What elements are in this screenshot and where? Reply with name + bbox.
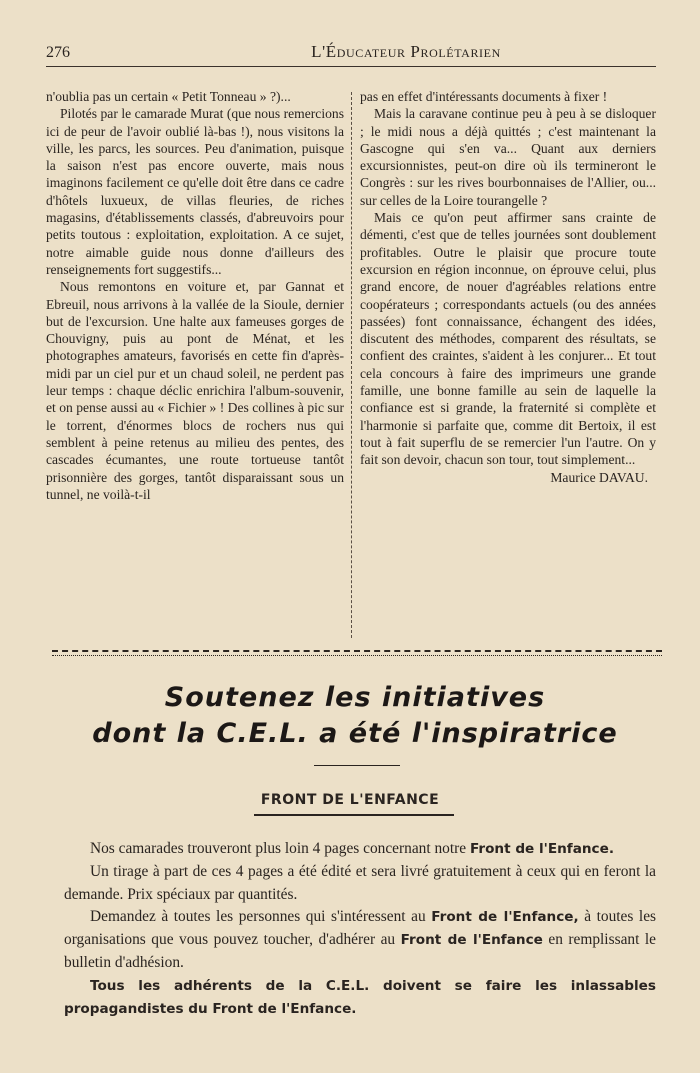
announcement-text: Nos camarades trouveront plus loin 4 pages concernant notre: [90, 840, 470, 857]
article-right-column: [360, 88, 656, 486]
column-divider: [351, 92, 352, 638]
article-paragraph: Mais la caravane continue peu à peu à se disloquer ; le midi nous a déjà quittés ; c'est maintenant la Gascogne qui s'en va... Quant aux derniers excursionnistes, peut-on dire où ils termineront le Congrès : sur les rives bourbonnaises de l'Allier, ou... sur celles de la Loire tourangelle ?: [360, 106, 656, 208]
announcement-paragraph: [64, 838, 656, 861]
article-paragraph: Nous remontons en voiture et, par Gannat et Ebreuil, nous arrivons à la vallée de la Sioule, dernier but de l'excursion. Une halte aux fameuses gorges de Chouvigny, puis au pont de Ménat, et les photographes amateurs, favorisés en cette fin d'après-midi par un ciel pur et un chaud soleil, ne perdent pas leur temps : chaque déclic enrichira l'album-souvenir, et on pense aussi au « Fichier » ! Des collines à pic sur le torrent, d'énormes blocs de rochers nus qui semblent à peine retenus au milieu des pentes, des cascades écumantes, une route tortueuse tantôt prisonnière des gorges, tantôt disparaissant sous un tunnel, ne voilà-t-il: [46, 279, 344, 502]
announcement-text: à toutes les organisations que vous pouvez toucher, d'adhérer au: [64, 908, 657, 949]
author-signature: Maurice DAVAU.: [550, 469, 648, 485]
announcement-closing: Tous les adhérents de la C.E.L. doivent se faire les inlassables propagandistes du Front de l'Enfance.: [64, 977, 656, 1017]
front-de-l-enfance-bold: Front de l'Enfance: [400, 932, 543, 949]
page-number: 276: [46, 44, 70, 61]
article-paragraph: n'oublia pas un certain « Petit Tonneau » ?)...: [46, 89, 291, 104]
front-de-l-enfance-bold: Front de l'Enfance.: [469, 841, 614, 857]
announcement-paragraph: Un tirage à part de ces 4 pages a été édité et sera livré gratuitement à ceux qui en feront la demande. Prix spéciaux par quantités.: [64, 862, 656, 903]
section-title: FRONT DE L'ENFANCE: [260, 792, 440, 808]
article-paragraph: Pilotés par le camarade Murat (que nous remercions ici de peur de l'avoir oublié là-bas !), nous visitons la ville, les parcs, les sources. Peu d'animation, puisque la saison n'est pas encore ouverte, mais nous imaginons facilement ce qu'elle doit être dans ce cadre d'hôtels luxueux, de villas fleuries, de riches magasins, d'établissements classés, d'abreuvoirs pour petits toutous : exploitation, exploitation. A ce sujet, notre aimable guide nous donne d'ailleurs des renseignements fort suggestifs...: [46, 106, 344, 277]
headline-line-1: Soutenez les initiatives: [164, 682, 546, 713]
article-paragraph: pas en effet d'intéressants documents à fixer !: [360, 89, 608, 104]
headline-rule: [314, 765, 400, 766]
announcement-body: [64, 838, 656, 1020]
journal-title: L'Éducateur Prolétarien: [311, 42, 501, 61]
page-header: [46, 40, 656, 67]
article-left-column: [46, 88, 344, 503]
headline-line-2: dont la C.E.L. a été l'inspiratrice: [92, 718, 618, 749]
section-title-underline: [254, 814, 454, 816]
section-separator: [52, 650, 662, 656]
announcement-text: en remplissant le bulletin d'adhésion.: [64, 931, 656, 971]
front-de-l-enfance-bold: Front de l'Enfance,: [431, 909, 579, 926]
article-paragraph: Mais ce qu'on peut affirmer sans crainte de démenti, c'est que de telles journées sont doublement profitables. Outre le plaisir que procure toute excursion en région inconnue, on éprouve celui, plus grand encore, de nouer d'agréables relations entre coopérateurs ; correspondants actuels (ou des années passées) font connaissance, échangent des idées, discutent des méthodes, comparent des résultats, se confient des craintes, s'aident à les conjurer... Et tout cela concours à faire des imprimeurs une grande famille, une bonne famille au sein de laquelle la confiance est si grande, la fraternité si complète et l'harmonie si parfaite que, comme dit Bertoix, il est tout à fait superflu de se remercier l'un l'autre. On y fait son devoir, chacun son tour, tout simplement...: [360, 210, 656, 468]
announcement-paragraph: [64, 906, 656, 974]
announcement-text: Demandez à toutes les personnes qui s'intéressent au: [90, 908, 432, 926]
